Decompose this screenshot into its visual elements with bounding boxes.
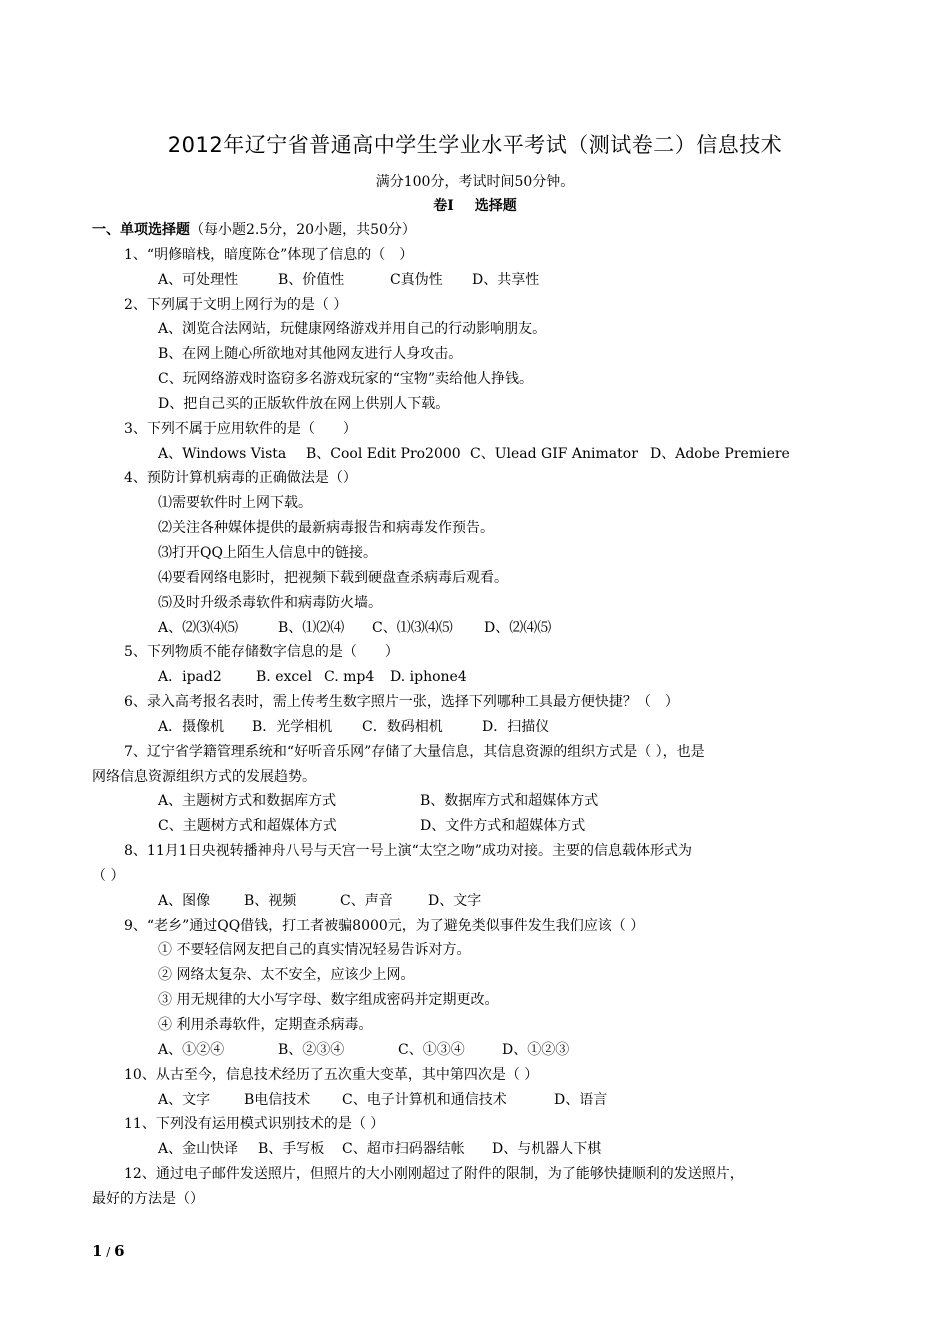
options-10 <box>92 1088 862 1113</box>
question-1: 1、“明修暗栈，暗度陈仓”体现了信息的（ ） <box>124 246 414 263</box>
option: D. iphone4 <box>390 669 467 686</box>
option: A、⑵⑶⑷⑸ <box>158 619 239 636</box>
option: C、声音 <box>340 892 393 909</box>
section-title: 一、单项选择题 <box>92 222 190 238</box>
list-item: ⑶打开QQ上陌生人信息中的链接。 <box>158 544 377 561</box>
options-1 <box>92 268 862 293</box>
volume-name: 选择题 <box>474 198 517 214</box>
question-8: 8、11月1日央视转播神舟八号与天宫一号上演“太空之吻”成功对接。主要的信息载体形式为 <box>124 843 692 860</box>
options-6 <box>92 715 862 740</box>
option: B、⑴⑵⑷ <box>278 619 345 636</box>
question-12-continuation: 最好的方法是（） <box>92 1190 204 1207</box>
options-3 <box>92 442 862 467</box>
option: A、金山快译 <box>158 1141 239 1158</box>
page-number <box>92 1242 125 1260</box>
list-item: ④ 利用杀毒软件，定期查杀病毒。 <box>158 1017 373 1033</box>
option: C．数码相机 <box>362 718 443 735</box>
option: D、语言 <box>554 1091 608 1108</box>
question-body <box>92 218 862 1212</box>
option: A、浏览合法网站，玩健康网络游戏并用自己的行动影响朋友。 <box>158 321 547 338</box>
exam-title: 2012年辽宁省普通高中学生学业水平考试（测试卷二）信息技术 <box>167 133 783 157</box>
option: A、图像 <box>158 892 211 909</box>
option: D、文件方式和超媒体方式 <box>420 818 586 835</box>
options-7b <box>92 814 862 839</box>
option: C、Ulead GIF Animator <box>470 445 638 462</box>
list-item: ③ 用无规律的大小写字母、数字组成密码并定期更改。 <box>158 992 499 1009</box>
list-item: ⑷要看网络电影时，把视频下载到硬盘查杀病毒后观看。 <box>158 569 508 586</box>
option: C、电子计算机和通信技术 <box>342 1091 507 1108</box>
option: B、视频 <box>244 892 297 909</box>
option: C、⑴⑶⑷⑸ <box>372 619 453 636</box>
option: B电信技术 <box>244 1091 311 1108</box>
page-separator: / <box>102 1245 115 1259</box>
question-9: 9、“老乡”通过QQ借钱，打工者被骗8000元，为了避免类似事件发生我们应该（ ） <box>124 917 645 934</box>
list-item: ⑸及时升级杀毒软件和病毒防火墙。 <box>158 594 382 611</box>
options-8 <box>92 889 862 914</box>
option: D、共享性 <box>472 271 540 288</box>
option: B、Cool Edit Pro2000 <box>306 445 461 462</box>
option: C真伪性 <box>390 271 443 288</box>
volume-heading <box>0 194 950 218</box>
exam-subtitle: 满分100分，考试时间50分钟。 <box>375 174 575 190</box>
option: A、主题树方式和数据库方式 <box>158 793 337 810</box>
option: D、①②③ <box>502 1041 570 1058</box>
question-8-continuation: （ ） <box>92 867 125 884</box>
option: B、价值性 <box>278 271 345 288</box>
option: C、①③④ <box>398 1041 465 1058</box>
page-total: 6 <box>114 1242 125 1260</box>
option: A．摄像机 <box>158 718 225 735</box>
list-item: ⑴需要软件时上网下载。 <box>158 495 312 512</box>
question-6: 6、录入高考报名表时，需上传考生数字照片一张，选择下列哪种工具最方便快捷？（ ） <box>124 694 679 711</box>
question-2: 2、下列属于文明上网行为的是（ ） <box>124 296 348 313</box>
option: D、把自己买的正版软件放在网上供别人下载。 <box>158 395 450 412</box>
options-7a <box>92 789 862 814</box>
option: D、与机器人下棋 <box>492 1141 602 1158</box>
option: D、Adobe Premiere <box>650 445 790 462</box>
option: B、在网上随心所欲地对其他网友进行人身攻击。 <box>158 346 463 363</box>
option: B．光学相机 <box>252 718 333 735</box>
section-note: （每小题2.5分，20小题，共50分） <box>190 222 416 238</box>
option: D、文字 <box>428 892 482 909</box>
option: A、可处理性 <box>158 271 239 288</box>
options-11 <box>92 1137 862 1162</box>
question-7: 7、辽宁省学籍管理系统和“好听音乐网”存储了大量信息，其信息资源的组织方式是（ ），也是 <box>124 743 705 760</box>
section-heading <box>92 218 862 243</box>
list-item: ② 网络太复杂、太不安全，应该少上网。 <box>158 967 415 984</box>
volume-label: 卷Ⅰ <box>433 198 454 214</box>
option: B、手写板 <box>258 1141 325 1158</box>
option: B. excel <box>256 669 312 686</box>
option: C. mp4 <box>324 669 375 686</box>
question-4: 4、预防计算机病毒的正确做法是（） <box>124 470 357 487</box>
list-item: ① 不要轻信网友把自己的真实情况轻易告诉对方。 <box>158 942 471 959</box>
page-current: 1 <box>92 1242 103 1260</box>
list-item: ⑵关注各种媒体提供的最新病毒报告和病毒发作预告。 <box>158 520 494 537</box>
options-5 <box>92 665 862 690</box>
question-10: 10、从古至今，信息技术经历了五次重大变革，其中第四次是（ ） <box>124 1066 539 1083</box>
option: D、⑵⑷⑸ <box>484 619 552 636</box>
question-7-continuation: 网络信息资源组织方式的发展趋势。 <box>92 768 316 785</box>
options-9 <box>92 1038 862 1063</box>
option: A．ipad2 <box>158 669 222 686</box>
question-5: 5、下列物质不能存储数字信息的是（ ） <box>124 644 399 661</box>
question-11: 11、下列没有运用模式识别技术的是（ ） <box>124 1116 385 1133</box>
option: A、①②④ <box>158 1041 225 1058</box>
option: A、文字 <box>158 1091 211 1108</box>
option: A、Windows Vista <box>158 445 287 462</box>
option: C、主题树方式和超媒体方式 <box>158 818 337 835</box>
option: B、数据库方式和超媒体方式 <box>420 793 599 810</box>
option: C、超市扫码器结帐 <box>342 1141 465 1158</box>
option: D．扫描仪 <box>482 718 550 735</box>
question-3: 3、下列不属于应用软件的是（ ） <box>124 420 357 437</box>
option: B、②③④ <box>278 1041 345 1058</box>
option: C、玩网络游戏时盗窃多名游戏玩家的“宝物”卖给他人挣钱。 <box>158 371 534 388</box>
question-12: 12、通过电子邮件发送照片，但照片的大小刚刚超过了附件的限制，为了能够快捷顺利的发送照片， <box>124 1166 744 1183</box>
options-4 <box>92 616 862 641</box>
